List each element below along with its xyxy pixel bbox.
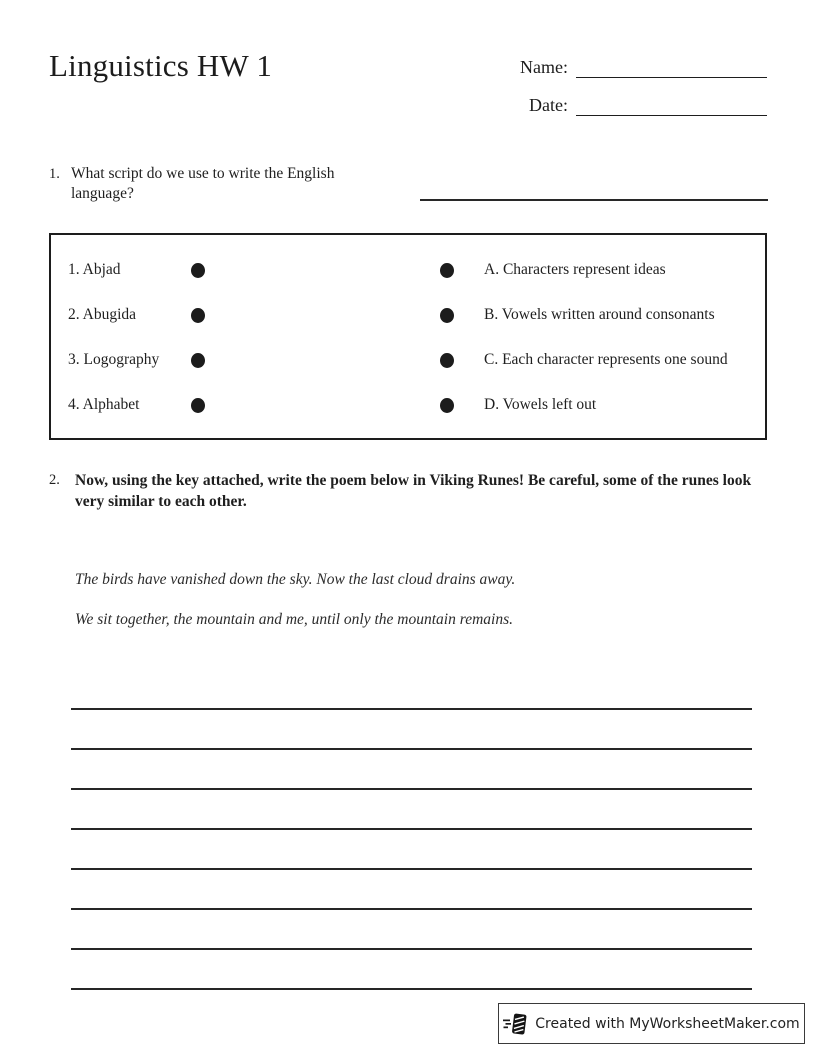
- flying-worksheet-icon: [503, 1011, 527, 1037]
- date-field-row: [500, 92, 767, 116]
- match-dot-icon: [191, 398, 205, 413]
- question-1-text: What script do we use to write the English language?: [71, 165, 335, 202]
- footer-credit-badge: [498, 1003, 805, 1044]
- matching-left-label: 3. Logography: [68, 351, 160, 368]
- matching-row: [51, 304, 765, 326]
- question-2: [49, 470, 769, 512]
- name-blank-line: [576, 58, 767, 78]
- writing-line: [71, 828, 752, 830]
- matching-right-label: A. Characters represent ideas: [484, 261, 666, 278]
- writing-line: [71, 988, 752, 990]
- writing-line: [71, 868, 752, 870]
- matching-row: [51, 349, 765, 371]
- matching-right-label: C. Each character represents one sound: [484, 351, 728, 368]
- writing-line: [71, 948, 752, 950]
- matching-left-label: 1. Abjad: [68, 261, 121, 278]
- matching-row: [51, 394, 765, 416]
- question-1-answer-line: [420, 199, 768, 201]
- name-field-row: [500, 54, 767, 78]
- matching-left-label: 4. Alphabet: [68, 396, 140, 413]
- page-title: Linguistics HW 1: [49, 48, 273, 83]
- matching-box: [49, 233, 767, 440]
- match-dot-icon: [440, 353, 454, 368]
- name-label: Name:: [520, 57, 568, 77]
- date-blank-line: [576, 96, 767, 116]
- match-dot-icon: [191, 263, 205, 278]
- writing-line: [71, 708, 752, 710]
- writing-line: [71, 908, 752, 910]
- match-dot-icon: [191, 308, 205, 323]
- match-dot-icon: [440, 263, 454, 278]
- poem-line-2: We sit together, the mountain and me, until only the mountain remains.: [75, 611, 513, 628]
- question-2-text: Now, using the key attached, write the poem below in Viking Runes! Be careful, some of the runes look very similar to each other.: [75, 472, 752, 510]
- question-2-number: 2.: [49, 472, 60, 488]
- writing-line: [71, 748, 752, 750]
- footer-credit-text: Created with MyWorksheetMaker.com: [535, 1015, 800, 1032]
- writing-line: [71, 788, 752, 790]
- question-1-number: 1.: [49, 166, 60, 182]
- matching-right-label: B. Vowels written around consonants: [484, 306, 715, 323]
- date-label: Date:: [529, 95, 568, 115]
- question-1: [49, 164, 389, 204]
- match-dot-icon: [440, 398, 454, 413]
- matching-row: [51, 259, 765, 281]
- poem-line-1: The birds have vanished down the sky. Now the last cloud drains away.: [75, 571, 516, 588]
- match-dot-icon: [191, 353, 205, 368]
- match-dot-icon: [440, 308, 454, 323]
- matching-left-label: 2. Abugida: [68, 306, 137, 323]
- matching-right-label: D. Vowels left out: [484, 396, 597, 413]
